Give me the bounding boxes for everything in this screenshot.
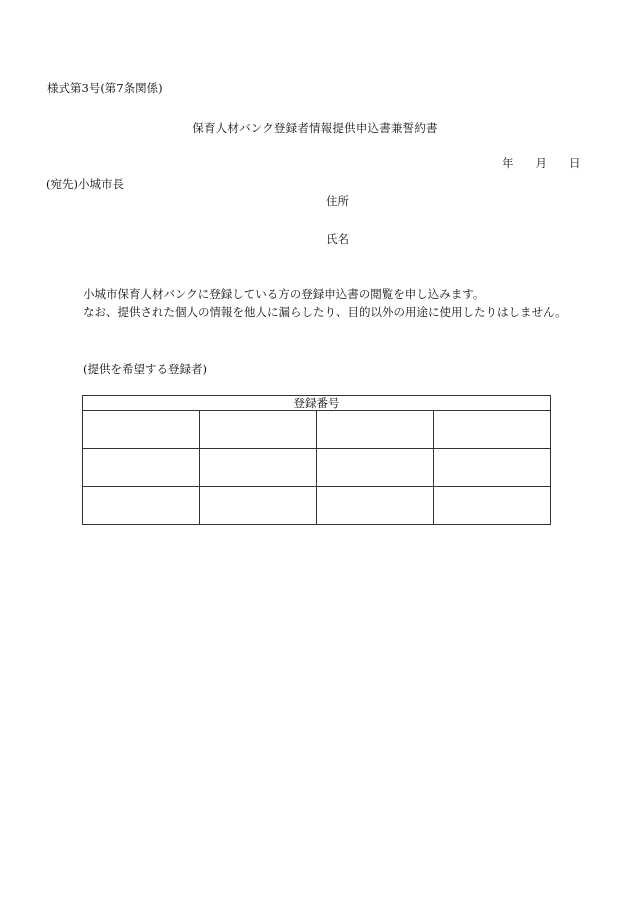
registration-number-cell[interactable] <box>83 449 200 487</box>
registration-number-cell[interactable] <box>317 411 434 449</box>
day-label: 日 <box>569 156 581 170</box>
form-number: 様式第3号(第7条関係) <box>47 81 163 95</box>
registration-number-cell[interactable] <box>200 411 317 449</box>
date-line <box>502 156 581 170</box>
registration-number-cell[interactable] <box>317 449 434 487</box>
month-label: 月 <box>535 156 547 170</box>
registration-number-header: 登録番号 <box>83 396 551 411</box>
body-text-line-2: なお、提供された個人の情報を他人に漏らしたり、目的以外の用途に使用したりはしません。 <box>83 305 567 319</box>
registration-number-cell[interactable] <box>200 487 317 525</box>
body-text-line-1: 小城市保育人材バンクに登録している方の登録申込書の閲覧を申し込みます。 <box>83 287 485 301</box>
registration-number-cell[interactable] <box>317 487 434 525</box>
registration-number-table <box>82 395 551 525</box>
addressee: (宛先)小城市長 <box>46 177 124 191</box>
table-row <box>83 411 551 449</box>
registration-number-cell[interactable] <box>434 411 551 449</box>
section-label: (提供を希望する登録者) <box>83 362 207 376</box>
registration-number-cell[interactable] <box>83 487 200 525</box>
table-row <box>83 449 551 487</box>
address-label: 住所 <box>326 194 349 208</box>
year-label: 年 <box>502 156 514 170</box>
registration-number-cell[interactable] <box>83 411 200 449</box>
document-title: 保育人材バンク登録者情報提供申込書兼誓約書 <box>192 121 438 135</box>
table-header-row <box>83 396 551 411</box>
name-label: 氏名 <box>326 232 349 246</box>
table-row <box>83 487 551 525</box>
registration-number-cell[interactable] <box>434 487 551 525</box>
registration-number-cell[interactable] <box>200 449 317 487</box>
registration-number-cell[interactable] <box>434 449 551 487</box>
